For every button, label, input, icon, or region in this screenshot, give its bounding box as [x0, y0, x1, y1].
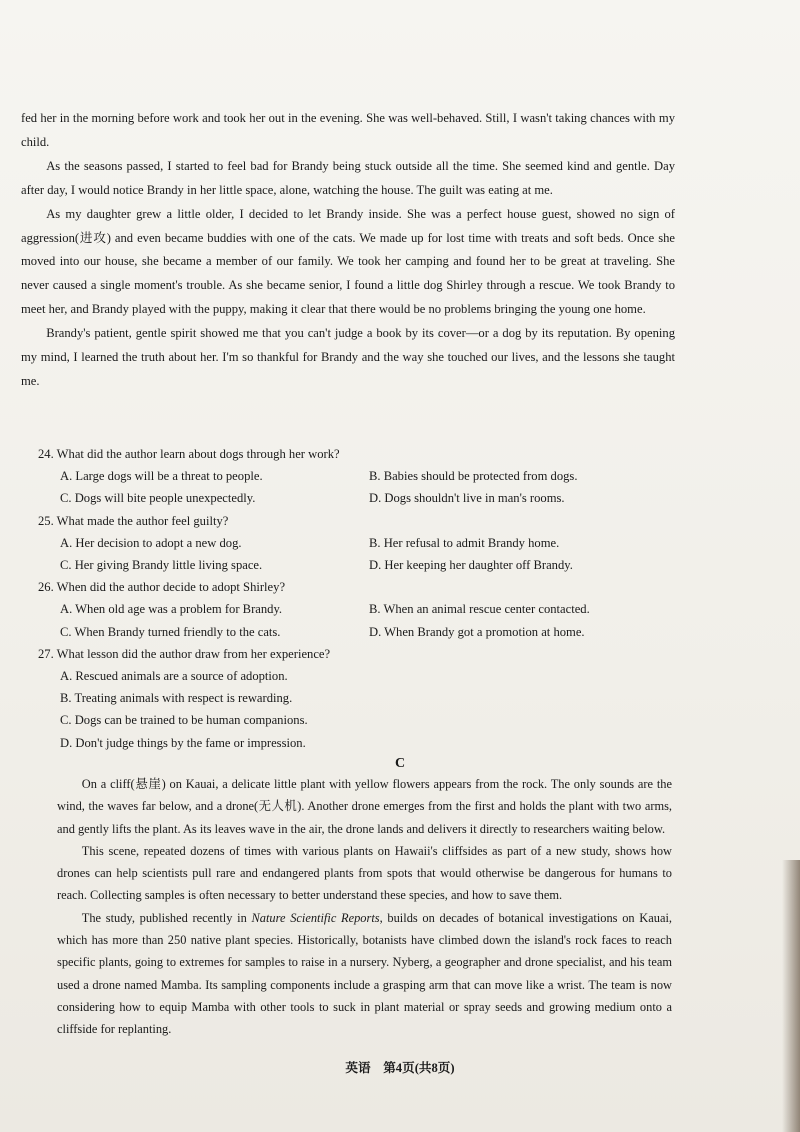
option-b: B. Babies should be protected from dogs.: [369, 469, 578, 484]
page-edge-shadow: [782, 860, 800, 1132]
question-stem: 26. When did the author decide to adopt Shirley?: [38, 580, 286, 595]
option-a: A. When old age was a problem for Brandy.: [60, 602, 283, 617]
passage-paragraph: As my daughter grew a little older, I decided to let Brandy inside. She was a perfect house guest, showed no sign of aggression(进攻) and even became buddies with one of the cats. We made up for lost time with treats and soft beds. Once she moved into our house, she became a member of our family. We took her camping and found her to be great at traveling. She never caused a single moment's trouble. As she became senior, I found a little dog Shirley through a rescue. We took Brandy to meet her, and Brandy played with the puppy, making it clear that there would be no problems bringing the young one home.: [21, 206, 675, 317]
question-stem: 27. What lesson did the author draw from her experience?: [38, 646, 331, 661]
passage-paragraph: [57, 907, 672, 1041]
question-stem: 24. What did the author learn about dogs through her work?: [38, 447, 340, 461]
question-list: [38, 443, 678, 754]
text-run: The study, published recently in: [81, 910, 252, 925]
passage-paragraph: Brandy's patient, gentle spirit showed me that you can't judge a book by its cover—or a dog by its reputation. By opening my mind, I learned the truth about her. I'm so thankful for Brandy and the way she touched our lives, and the lessons she taught me.: [21, 326, 675, 388]
option-d: D. When Brandy got a promotion at home.: [369, 624, 585, 639]
option-a: A. Rescued animals are a source of adoption.: [60, 669, 288, 684]
passage-b: [21, 107, 675, 394]
passage-paragraph: As the seasons passed, I started to feel bad for Brandy being stuck outside all the time. She seemed kind and gentle. Day after day, I would notice Brandy in her little space, alone, watching the house. The guilt was eating at me.: [21, 158, 675, 197]
option-group: [38, 532, 678, 576]
option-d: D. Dogs shouldn't live in man's rooms.: [369, 491, 565, 506]
option-c: C. Dogs will bite people unexpectedly.: [60, 491, 256, 506]
option-c: C. Her giving Brandy little living space.: [60, 558, 263, 573]
passage-paragraph: fed her in the morning before work and took her out in the evening. She was well-behaved. Still, I wasn't taking chances with my child.: [21, 111, 675, 149]
question-26: [38, 576, 678, 643]
section-heading: C: [394, 756, 406, 771]
text-run: , builds on decades of botanical investigations on Kauai, which has more than 250 native plant species. Historically, botanists have climbed down the island's rock faces to reach specific plants, going to extremes for samples to raise in a nursery. Nyberg, a geographer and drone specialist, and his team used a drone named Mamba. Its sampling components include a grasping arm that can move like a wrist. The team is now considering how to equip Mamba with other tools to suck in plant material or spray seeds and growing medium onto a cliffside for replanting.: [57, 910, 672, 1037]
question-27: [38, 643, 678, 754]
option-c: C. Dogs can be trained to be human companions.: [60, 713, 308, 728]
passage-c: [57, 773, 672, 1041]
question-stem: 25. What made the author feel guilty?: [38, 513, 229, 528]
question-24: [38, 443, 678, 510]
option-a: A. Large dogs will be a threat to people.: [60, 469, 263, 484]
passage-paragraph: On a cliff(悬崖) on Kauai, a delicate little plant with yellow flowers appears from the rock. The only sounds are the wind, the waves far below, and a drone(无人机). Another drone emerges from the first and holds the plant with two arms, and gently lifts the plant. As its leaves wave in the air, the drone lands and delivers it directly to researchers waiting below.: [57, 777, 672, 836]
question-25: [38, 510, 678, 577]
option-group: [38, 465, 678, 509]
option-d: D. Don't judge things by the fame or impression.: [60, 735, 306, 750]
option-a: A. Her decision to adopt a new dog.: [60, 535, 242, 550]
option-group: [38, 598, 678, 642]
option-d: D. Her keeping her daughter off Brandy.: [369, 558, 573, 573]
passage-paragraph: This scene, repeated dozens of times with various plants on Hawaii's cliffsides as part of a new study, shows how drones can help scientists pull rare and endangered plants from spots that would otherwise be dangerous for humans to reach. Collecting samples is often necessary to better understand these species, and how to save them.: [57, 843, 672, 903]
option-b: B. Her refusal to admit Brandy home.: [369, 535, 560, 550]
option-group: [38, 665, 678, 754]
option-b: B. Treating animals with respect is rewarding.: [60, 691, 293, 706]
option-c: C. When Brandy turned friendly to the cats.: [60, 624, 281, 639]
option-b: B. When an animal rescue center contacted.: [369, 602, 590, 617]
journal-title: Nature Scientific Reports: [251, 910, 380, 925]
page-footer: 英语 第4页(共8页): [345, 1061, 455, 1075]
